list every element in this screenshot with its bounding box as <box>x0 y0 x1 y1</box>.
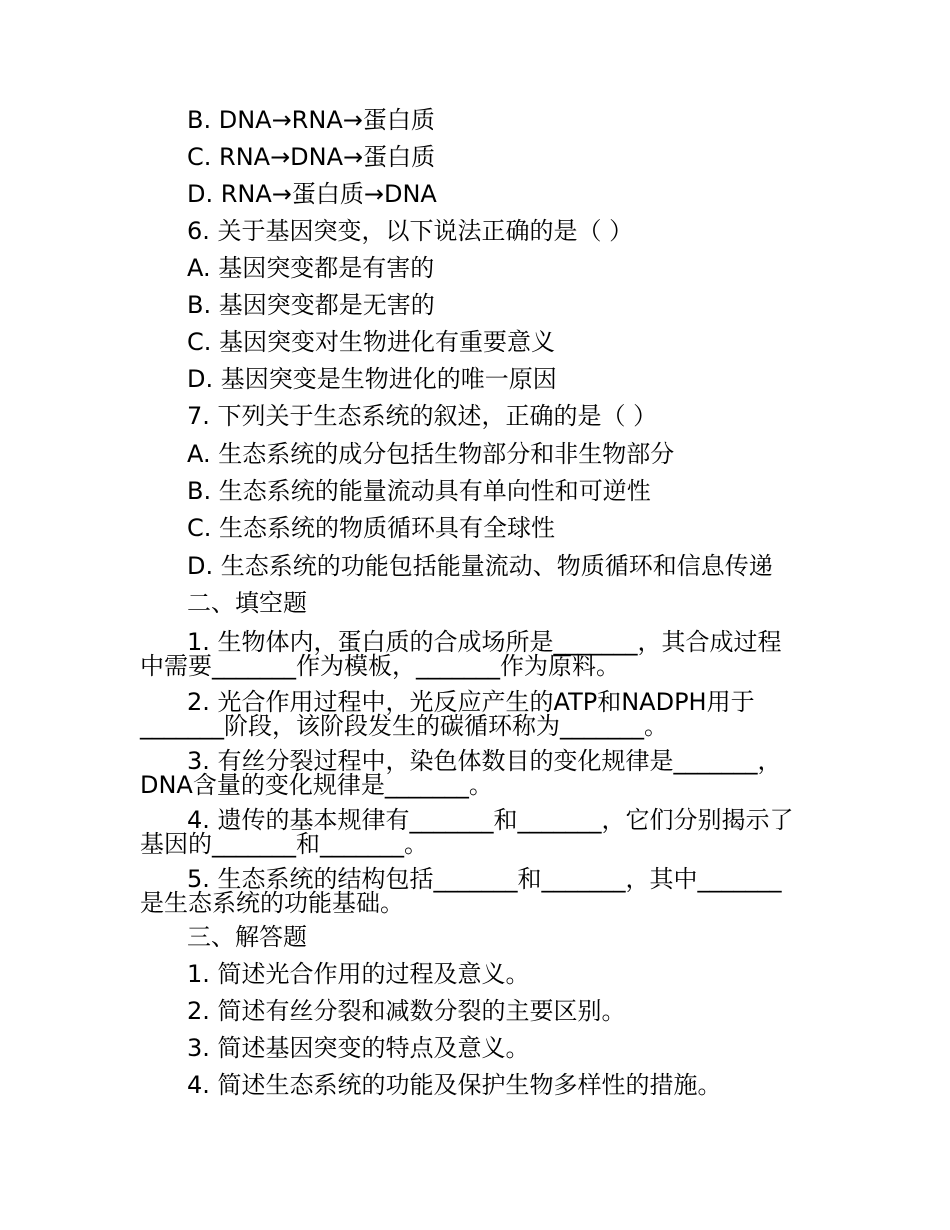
question-7-option-a: A. 生态系统的成分包括生物部分和非生物部分 <box>187 440 675 468</box>
question-7-option-c: C. 生态系统的物质循环具有全球性 <box>187 514 556 542</box>
fill-blank-item-4: 4. 遗传的基本规律有_______和_______，它们分别揭示了基因的_______和_______。 <box>140 806 794 858</box>
fill-blank-item-3: 3. 有丝分裂过程中，染色体数目的变化规律是_______，DNA含量的变化规律是_______。 <box>140 747 782 799</box>
short-answer-item-1: 1. 简述光合作用的过程及意义。 <box>187 960 530 988</box>
option-d-rna-protein-dna: D. RNA→蛋白质→DNA <box>187 180 437 208</box>
short-answer-heading: 三、解答题 <box>187 923 307 951</box>
short-answer-item-2: 2. 简述有丝分裂和减数分裂的主要区别。 <box>187 997 626 1025</box>
question-6-option-b: B. 基因突变都是无害的 <box>187 291 435 319</box>
question-6: 6. 关于基因突变，以下说法正确的是（ ） <box>187 217 634 245</box>
question-7: 7. 下列关于生态系统的叙述，正确的是（ ） <box>187 402 658 430</box>
fill-blank-heading: 二、填空题 <box>187 589 307 617</box>
question-6-option-a: A. 基因突变都是有害的 <box>187 254 435 282</box>
option-b-dna-rna-protein: B. DNA→RNA→蛋白质 <box>187 106 435 134</box>
short-answer-item-4: 4. 简述生态系统的功能及保护生物多样性的措施。 <box>187 1071 722 1099</box>
option-c-rna-dna-protein: C. RNA→DNA→蛋白质 <box>187 143 436 171</box>
question-6-option-c: C. 基因突变对生物进化有重要意义 <box>187 328 556 356</box>
fill-blank-item-2: 2. 光合作用过程中，光反应产生的ATP和NADPH用于_______阶段，该阶段发生的碳循环称为_______。 <box>140 688 755 740</box>
fill-blank-item-5: 5. 生态系统的结构包括_______和_______，其中_______是生态系统的功能基础。 <box>140 865 782 917</box>
fill-blank-item-1: 1. 生物体内，蛋白质的合成场所是_______，其合成过程中需要_______作为模板，_______作为原料。 <box>140 628 782 680</box>
question-7-option-b: B. 生态系统的能量流动具有单向性和可逆性 <box>187 477 651 505</box>
question-7-option-d: D. 生态系统的功能包括能量流动、物质循环和信息传递 <box>187 552 773 580</box>
question-6-option-d: D. 基因突变是生物进化的唯一原因 <box>187 365 557 393</box>
short-answer-item-3: 3. 简述基因突变的特点及意义。 <box>187 1034 530 1062</box>
